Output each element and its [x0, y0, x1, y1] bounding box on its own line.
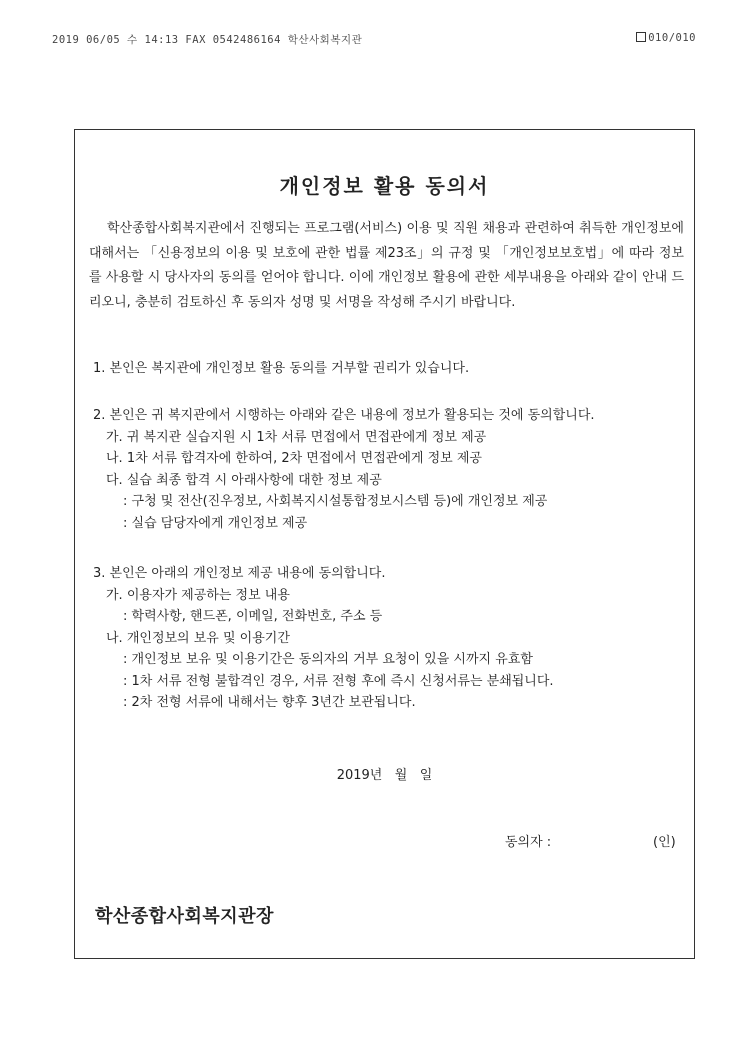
section-2-item-c-detail-2: : 실습 담당자에게 개인정보 제공: [123, 515, 308, 531]
consenter-label: 동의자 :: [505, 835, 552, 850]
section-3-item-a: 가. 이용자가 제공하는 정보 내용: [106, 587, 290, 603]
section-1-text: 1. 본인은 복지관에 개인정보 활용 동의를 거부할 권리가 있습니다.: [93, 361, 470, 376]
fax-header-info: 2019 06/05 수 14:13 FAX 0542486164 학산사회복지관: [52, 34, 363, 46]
document-frame: [74, 129, 695, 959]
section-3-item-a-detail: : 학력사항, 핸드폰, 이메일, 전화번호, 주소 등: [123, 609, 383, 624]
section-2-item-c-detail-1: : 구청 및 전산(진우정보, 사회복지시설통합정보시스템 등)에 개인정보 제공: [123, 494, 548, 509]
document-title: 개인정보 활용 동의서: [279, 174, 490, 198]
section-3: [93, 563, 684, 714]
intro-paragraph: [89, 217, 684, 315]
section-2-item-b: 나. 1차 서류 합격자에 한하여, 2차 면접에서 면접관에게 정보 제공: [106, 451, 482, 466]
section-2-heading: 2. 본인은 귀 복지관에서 시행하는 아래와 같은 내용에 정보가 활용되는 것에 동의합니다.: [93, 408, 595, 423]
intro-text: 학산종합사회복지관에서 진행되는 프로그램(서비스) 이용 및 직원 채용과 관련하여 취득한 개인정보에 대해서는 「신용정보의 이용 및 보호에 관한 법률 제23조」의 규정 및 「개인정보보호법」에 따라 정보를 사용할 시 당사자의 동의를 얻어야 합니다. 이에 개인정보 활용에 관한 세부내용을 아래와 같이 안내 드리오니, 충분히 검토하신 후 동의자 성명 및 서명을 작성해 주시기 바랍니다.: [89, 221, 684, 310]
section-3-item-b-detail-3: : 2차 전형 서류에 내해서는 향후 3년간 보관됩니다.: [123, 695, 416, 710]
date-text: 2019년 월 일: [336, 768, 433, 783]
fax-page-number: [636, 32, 696, 44]
section-2-item-c: 다. 실습 최종 합격 시 아래사항에 대한 정보 제공: [106, 472, 382, 488]
section-3-heading: 3. 본인은 아래의 개인정보 제공 내용에 동의합니다.: [93, 566, 386, 581]
seal-label: (인): [653, 835, 676, 850]
section-3-item-b-detail-1: : 개인정보 보유 및 이용기간은 동의자의 거부 요청이 있을 시까지 유효함: [123, 652, 533, 667]
organization-signature: 학산종합사회복지관장: [95, 906, 274, 927]
section-1: [93, 358, 684, 380]
fax-page-count: 010/010: [648, 32, 696, 44]
signature-date: [75, 764, 694, 783]
section-2: [93, 405, 684, 534]
fax-page-icon: [636, 32, 646, 42]
fax-header: [52, 32, 696, 48]
section-3-item-b: 나. 개인정보의 보유 및 이용기간: [106, 630, 290, 646]
section-3-item-b-detail-2: : 1차 서류 전형 불합격인 경우, 서류 전형 후에 즉시 신청서류는 분쇄됩니다.: [123, 673, 554, 689]
section-2-item-a: 가. 귀 복지관 실습지원 시 1차 서류 면접에서 면접관에게 정보 제공: [106, 429, 487, 445]
